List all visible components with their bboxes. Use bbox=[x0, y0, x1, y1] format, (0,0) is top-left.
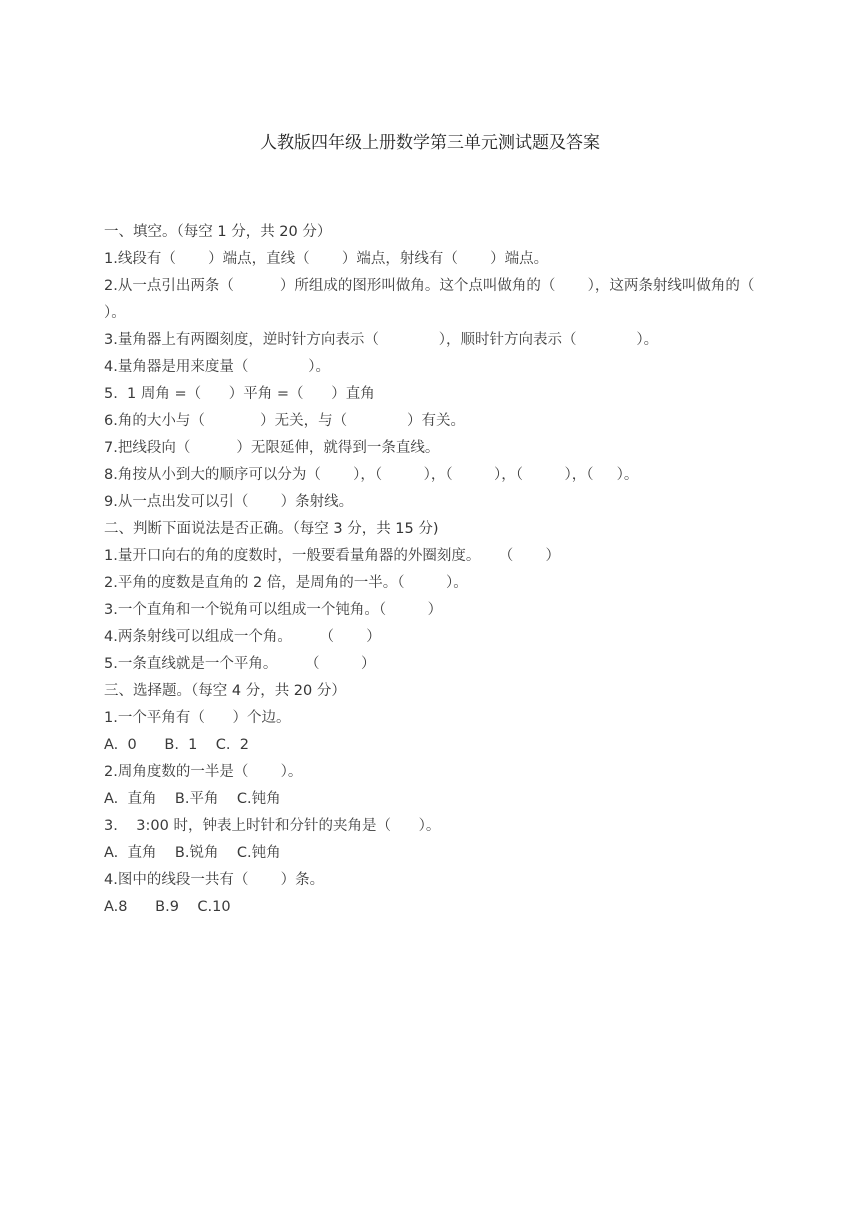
question-line: 2.平角的度数是直角的 2 倍，是周角的一半。（ ）。 bbox=[104, 575, 468, 591]
document-title: 人教版四年级上册数学第三单元测试题及答案 bbox=[260, 133, 600, 153]
question-line: 1.一个平角有（ ）个边。 bbox=[104, 710, 291, 726]
options-line: A. 0 B. 1 C. 2 bbox=[104, 737, 249, 753]
section-1-heading: 一、填空。（每空 1 分，共 20 分） bbox=[104, 224, 332, 240]
options-line: A. 直角 B.锐角 C.钝角 bbox=[104, 845, 281, 861]
question-line: 4.图中的线段一共有（ ）条。 bbox=[104, 872, 325, 888]
question-line: 5.一条直线就是一个平角。 （ ） bbox=[104, 656, 376, 672]
document-body bbox=[104, 219, 796, 921]
question-line: 4.两条射线可以组成一个角。 （ ） bbox=[104, 629, 381, 645]
question-line: 2.从一点引出两条（ ）所组成的图形叫做角。这个点叫做角的（ ），这两条射线叫做角的（ ）。 bbox=[104, 278, 796, 321]
question-line: 5. 1 周角 =（ ）平角 =（ ）直角 bbox=[104, 386, 375, 402]
options-line: A.8 B.9 C.10 bbox=[104, 899, 231, 915]
question-line: 9.从一点出发可以引（ ）条射线。 bbox=[104, 494, 354, 510]
options-line: A. 直角 B.平角 C.钝角 bbox=[104, 791, 281, 807]
section-3-heading: 三、选择题。（每空 4 分，共 20 分） bbox=[104, 683, 346, 699]
question-line: 1.量开口向右的角的度数时，一般要看量角器的外圈刻度。 （ ） bbox=[104, 548, 561, 564]
question-line: 2.周角度数的一半是（ ）。 bbox=[104, 764, 303, 780]
question-line: 8.角按从小到大的顺序可以分为（ ），（ ），（ ），（ ），（ ）。 bbox=[104, 467, 639, 483]
question-line: 3.一个直角和一个锐角可以组成一个钝角。（ ） bbox=[104, 602, 443, 618]
question-line: 3.量角器上有两圈刻度，逆时针方向表示（ ），顺时针方向表示（ ）。 bbox=[104, 332, 659, 348]
question-line: 3. 3:00 时，钟表上时针和分针的夹角是（ ）。 bbox=[104, 818, 441, 834]
question-line: 4.量角器是用来度量（ ）。 bbox=[104, 359, 331, 375]
question-line: 6.角的大小与（ ）无关，与（ ）有关。 bbox=[104, 413, 466, 429]
question-line: 1.线段有（ ）端点，直线（ ）端点，射线有（ ）端点。 bbox=[104, 251, 549, 267]
question-line: 7.把线段向（ ）无限延伸，就得到一条直线。 bbox=[104, 440, 440, 456]
section-2-heading: 二、判断下面说法是否正确。（每空 3 分，共 15 分) bbox=[104, 521, 439, 537]
